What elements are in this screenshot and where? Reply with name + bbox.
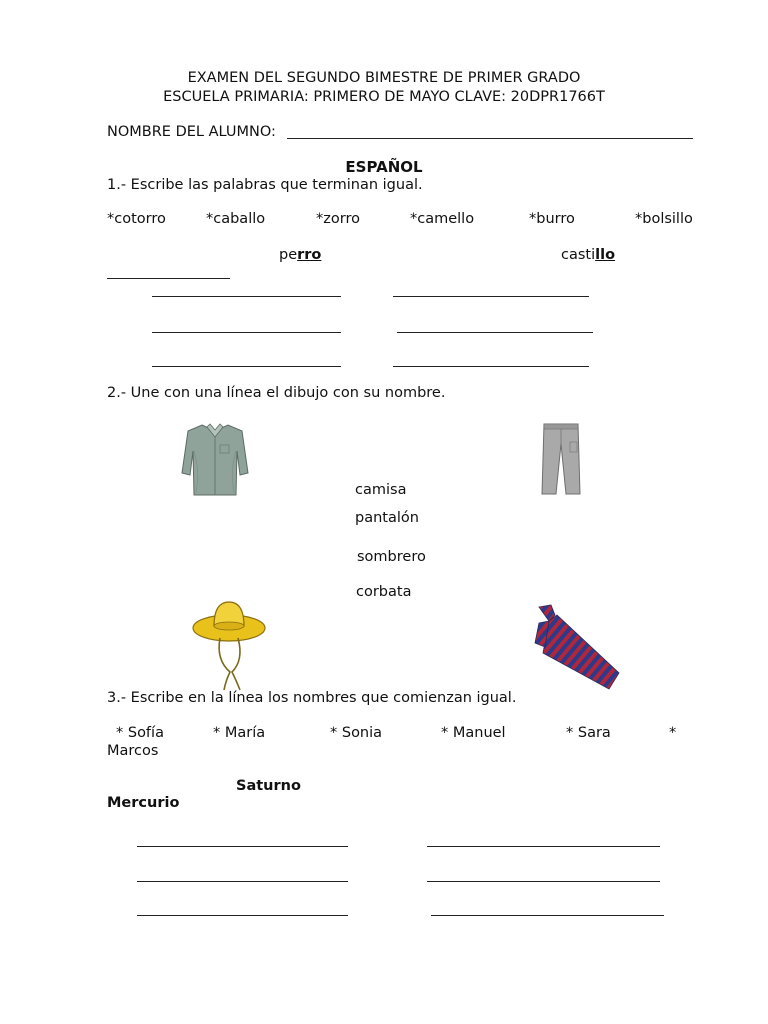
example-word-saturno: Saturno <box>236 778 301 794</box>
name-item: * Sara <box>566 725 611 741</box>
name-option-camisa[interactable]: camisa <box>355 482 407 498</box>
name-option-pantalon[interactable]: pantalón <box>355 510 419 526</box>
answer-line[interactable] <box>393 366 589 367</box>
pants-image[interactable] <box>540 422 582 496</box>
name-item: * Manuel <box>441 725 506 741</box>
answer-line[interactable] <box>137 915 348 916</box>
name-item: * María <box>213 725 266 741</box>
question-1-prompt: 1.- Escribe las palabras que terminan igual. <box>107 177 423 193</box>
word-item: *caballo <box>206 211 266 227</box>
word-item: *camello <box>410 211 475 227</box>
answer-line[interactable] <box>137 881 348 882</box>
answer-line[interactable] <box>152 332 341 333</box>
shirt-image[interactable] <box>180 421 250 497</box>
answer-line[interactable] <box>152 366 341 367</box>
name-option-corbata[interactable]: corbata <box>356 584 412 600</box>
name-item: Marcos <box>107 743 159 759</box>
example-word-mercurio: Mercurio <box>107 795 180 811</box>
answer-line[interactable] <box>152 296 341 297</box>
answer-line[interactable] <box>393 296 589 297</box>
tie-image[interactable] <box>531 603 625 691</box>
example-ending: llo <box>595 247 616 263</box>
word-item: *zorro <box>316 211 360 227</box>
answer-line[interactable] <box>107 278 230 279</box>
question-2-prompt: 2.- Une con una línea el dibujo con su nombre. <box>107 385 446 401</box>
subject-title: ESPAÑOL <box>345 158 423 176</box>
name-item: * Sofía <box>116 725 164 741</box>
name-item: * Sonia <box>330 725 383 741</box>
example-word-perro <box>279 247 321 263</box>
answer-line[interactable] <box>427 881 660 882</box>
student-name-label: NOMBRE DEL ALUMNO: <box>107 124 276 140</box>
question-3-prompt: 3.- Escribe en la línea los nombres que comienzan igual. <box>107 690 517 706</box>
answer-line[interactable] <box>137 846 348 847</box>
example-ending: rro <box>297 247 322 263</box>
student-name-line[interactable] <box>287 138 693 139</box>
word-item: *bolsillo <box>635 211 693 227</box>
name-option-sombrero[interactable]: sombrero <box>357 549 426 565</box>
name-item: * <box>669 725 677 741</box>
word-item: *burro <box>529 211 575 227</box>
word-item: *cotorro <box>107 211 166 227</box>
example-start: casti <box>561 247 596 263</box>
sombrero-image[interactable] <box>190 598 268 692</box>
exam-title: EXAMEN DEL SEGUNDO BIMESTRE DE PRIMER GRADO <box>187 70 581 86</box>
answer-line[interactable] <box>397 332 593 333</box>
example-word-castillo <box>561 247 615 263</box>
school-info: ESCUELA PRIMARIA: PRIMERO DE MAYO CLAVE: 20DPR1766T <box>163 89 605 105</box>
answer-line[interactable] <box>427 846 660 847</box>
example-start: pe <box>279 247 298 263</box>
answer-line[interactable] <box>431 915 664 916</box>
